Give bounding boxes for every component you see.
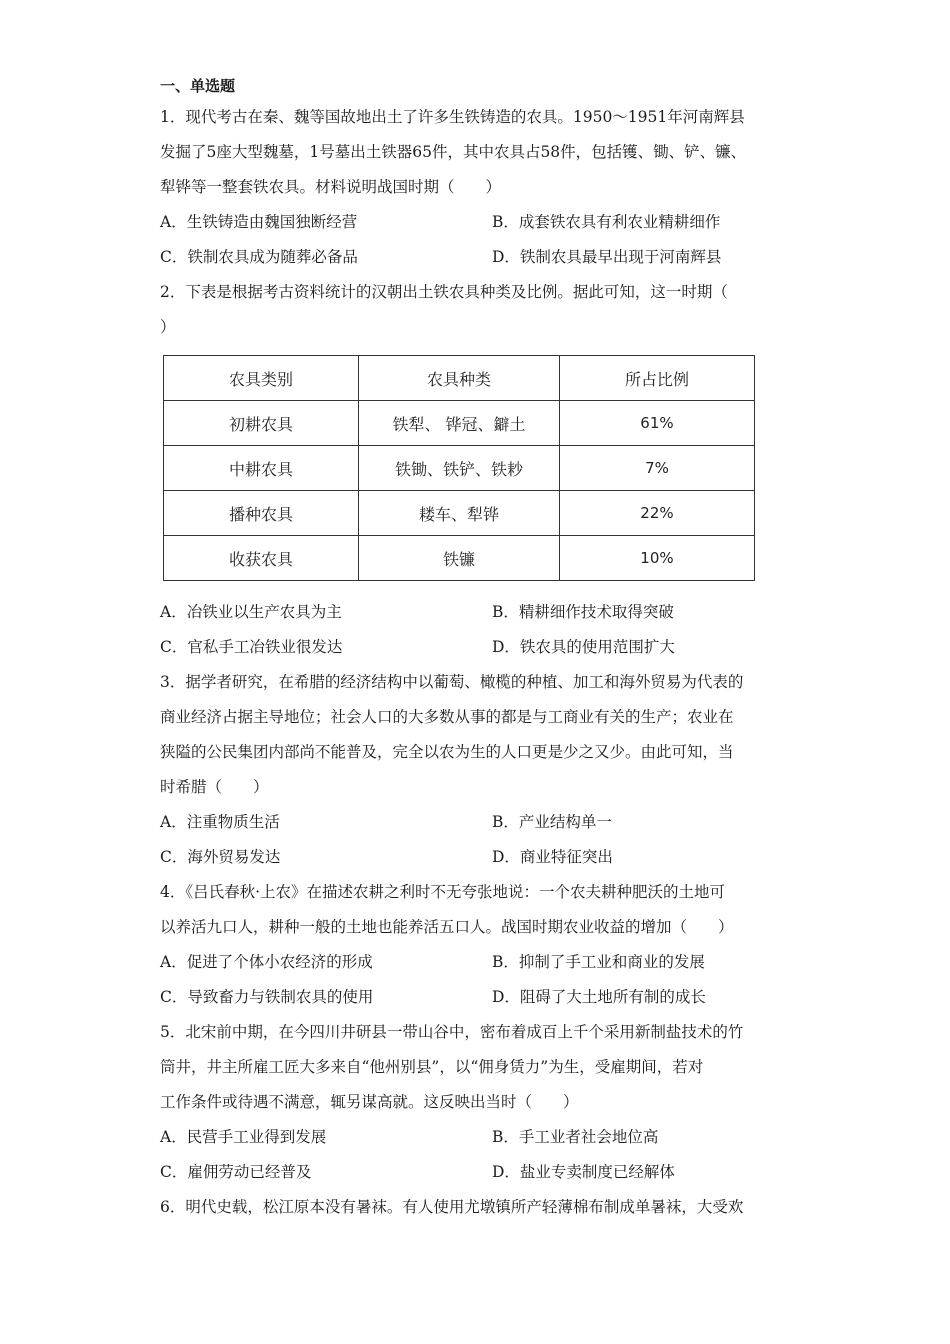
question-text-line: 2．下表是根据考古资料统计的汉朝出土铁农具种类及比例。据此可知，这一时期（ [160, 283, 728, 301]
option-b[interactable]: B．抑制了手工业和商业的发展 [492, 953, 705, 971]
farm-tools-table-wrap [163, 355, 800, 581]
question-text-line: ） [160, 318, 176, 336]
question-5 [160, 1015, 800, 1190]
option-a[interactable]: A．冶铁业以生产农具为主 [160, 603, 342, 621]
option-d[interactable]: D．铁制农具最早出现于河南辉县 [492, 248, 722, 266]
option-b[interactable]: B．手工业者社会地位高 [492, 1128, 659, 1146]
question-text-line: 犁铧等一整套铁农具。材料说明战国时期（ ） [160, 178, 502, 196]
table-cell: 中耕农具 [164, 446, 359, 491]
table-cell: 收获农具 [164, 536, 359, 581]
table-row [164, 491, 755, 536]
question-2 [160, 275, 800, 665]
option-d[interactable]: D．盐业专卖制度已经解体 [492, 1163, 675, 1181]
option-a[interactable]: A．民营手工业得到发展 [160, 1128, 327, 1146]
table-row [164, 401, 755, 446]
question-text-line: 发掘了5座大型魏墓，1号墓出土铁器65件，其中农具占58件，包括镬、锄、铲、镰、 [160, 143, 747, 161]
table-header-cell: 农具种类 [359, 356, 560, 401]
option-c[interactable]: C．官私手工冶铁业很发达 [160, 638, 343, 656]
question-text-line: 狭隘的公民集团内部尚不能普及，完全以农为生的人口更是少之又少。由此可知，当 [160, 743, 734, 761]
table-row [164, 536, 755, 581]
options-group [160, 945, 800, 1015]
table-header-row [164, 356, 755, 401]
question-text-line: 5．北宋前中期，在今四川井研县一带山谷中，密布着成百上千个采用新制盐技术的竹 [160, 1023, 744, 1041]
question-text-line: 时希腊（ ） [160, 778, 269, 796]
table-cell: 初耕农具 [164, 401, 359, 446]
section-title: 一、单选题 [160, 77, 236, 95]
table-cell: 铁镰 [359, 536, 560, 581]
option-d[interactable]: D．阻碍了大土地所有制的成长 [492, 988, 706, 1006]
question-3 [160, 665, 800, 875]
options-group [160, 805, 800, 875]
question-4 [160, 875, 800, 1015]
options-group [160, 1120, 800, 1190]
option-d[interactable]: D．铁农具的使用范围扩大 [492, 638, 675, 656]
question-text-line: 筒井，井主所雇工匠大多来自“他州别县”，以“佣身赁力”为生，受雇期间，若对 [160, 1058, 704, 1076]
farm-tools-table [163, 355, 755, 581]
option-c[interactable]: C．铁制农具成为随葬必备品 [160, 248, 358, 266]
exam-page [160, 74, 800, 1225]
table-cell: 铁犁、 铧冠、鐴土 [359, 401, 560, 446]
table-cell: 播种农具 [164, 491, 359, 536]
option-a[interactable]: A．生铁铸造由魏国独断经营 [160, 213, 358, 231]
question-text-line: 商业经济占据主导地位；社会人口的大多数从事的都是与工商业有关的生产；农业在 [160, 708, 734, 726]
option-d[interactable]: D．商业特征突出 [492, 848, 613, 866]
table-cell: 铁锄、铁铲、铁耖 [359, 446, 560, 491]
question-text-line: 1．现代考古在秦、魏等国故地出土了许多生铁铸造的农具。1950～1951年河南辉县 [160, 108, 745, 126]
question-text-line: 3．据学者研究，在希腊的经济结构中以葡萄、橄榄的种植、加工和海外贸易为代表的 [160, 673, 744, 691]
question-text-line: 4．《吕氏春秋·上农》在描述农耕之利时不无夸张地说：一个农夫耕种肥沃的土地可 [160, 883, 726, 901]
option-b[interactable]: B．精耕细作技术取得突破 [492, 603, 674, 621]
option-a[interactable]: A．注重物质生活 [160, 813, 280, 831]
table-cell: 耧车、犁铧 [359, 491, 560, 536]
table-cell: 10% [559, 536, 754, 581]
option-c[interactable]: C．海外贸易发达 [160, 848, 281, 866]
option-b[interactable]: B．成套铁农具有利农业精耕细作 [492, 213, 721, 231]
question-text-line: 工作条件或待遇不满意，辄另谋高就。这反映出当时（ ） [160, 1093, 579, 1111]
option-a[interactable]: A．促进了个体小农经济的形成 [160, 953, 373, 971]
option-c[interactable]: C．雇佣劳动已经普及 [160, 1163, 312, 1181]
options-group [160, 205, 800, 275]
option-b[interactable]: B．产业结构单一 [492, 813, 612, 831]
option-c[interactable]: C．导致畜力与铁制农具的使用 [160, 988, 374, 1006]
table-header-cell: 农具类别 [164, 356, 359, 401]
question-6 [160, 1190, 800, 1225]
table-cell: 22% [559, 491, 754, 536]
options-group [160, 595, 800, 665]
table-row [164, 446, 755, 491]
question-1 [160, 100, 800, 275]
table-cell: 61% [559, 401, 754, 446]
table-cell: 7% [559, 446, 754, 491]
question-text-line: 6．明代史载，松江原本没有暑袜。有人使用尤墩镇所产轻薄棉布制成单暑袜，大受欢 [160, 1198, 744, 1216]
table-header-cell: 所占比例 [559, 356, 754, 401]
question-text-line: 以养活九口人，耕种一般的土地也能养活五口人。战国时期农业收益的增加（ ） [160, 918, 734, 936]
